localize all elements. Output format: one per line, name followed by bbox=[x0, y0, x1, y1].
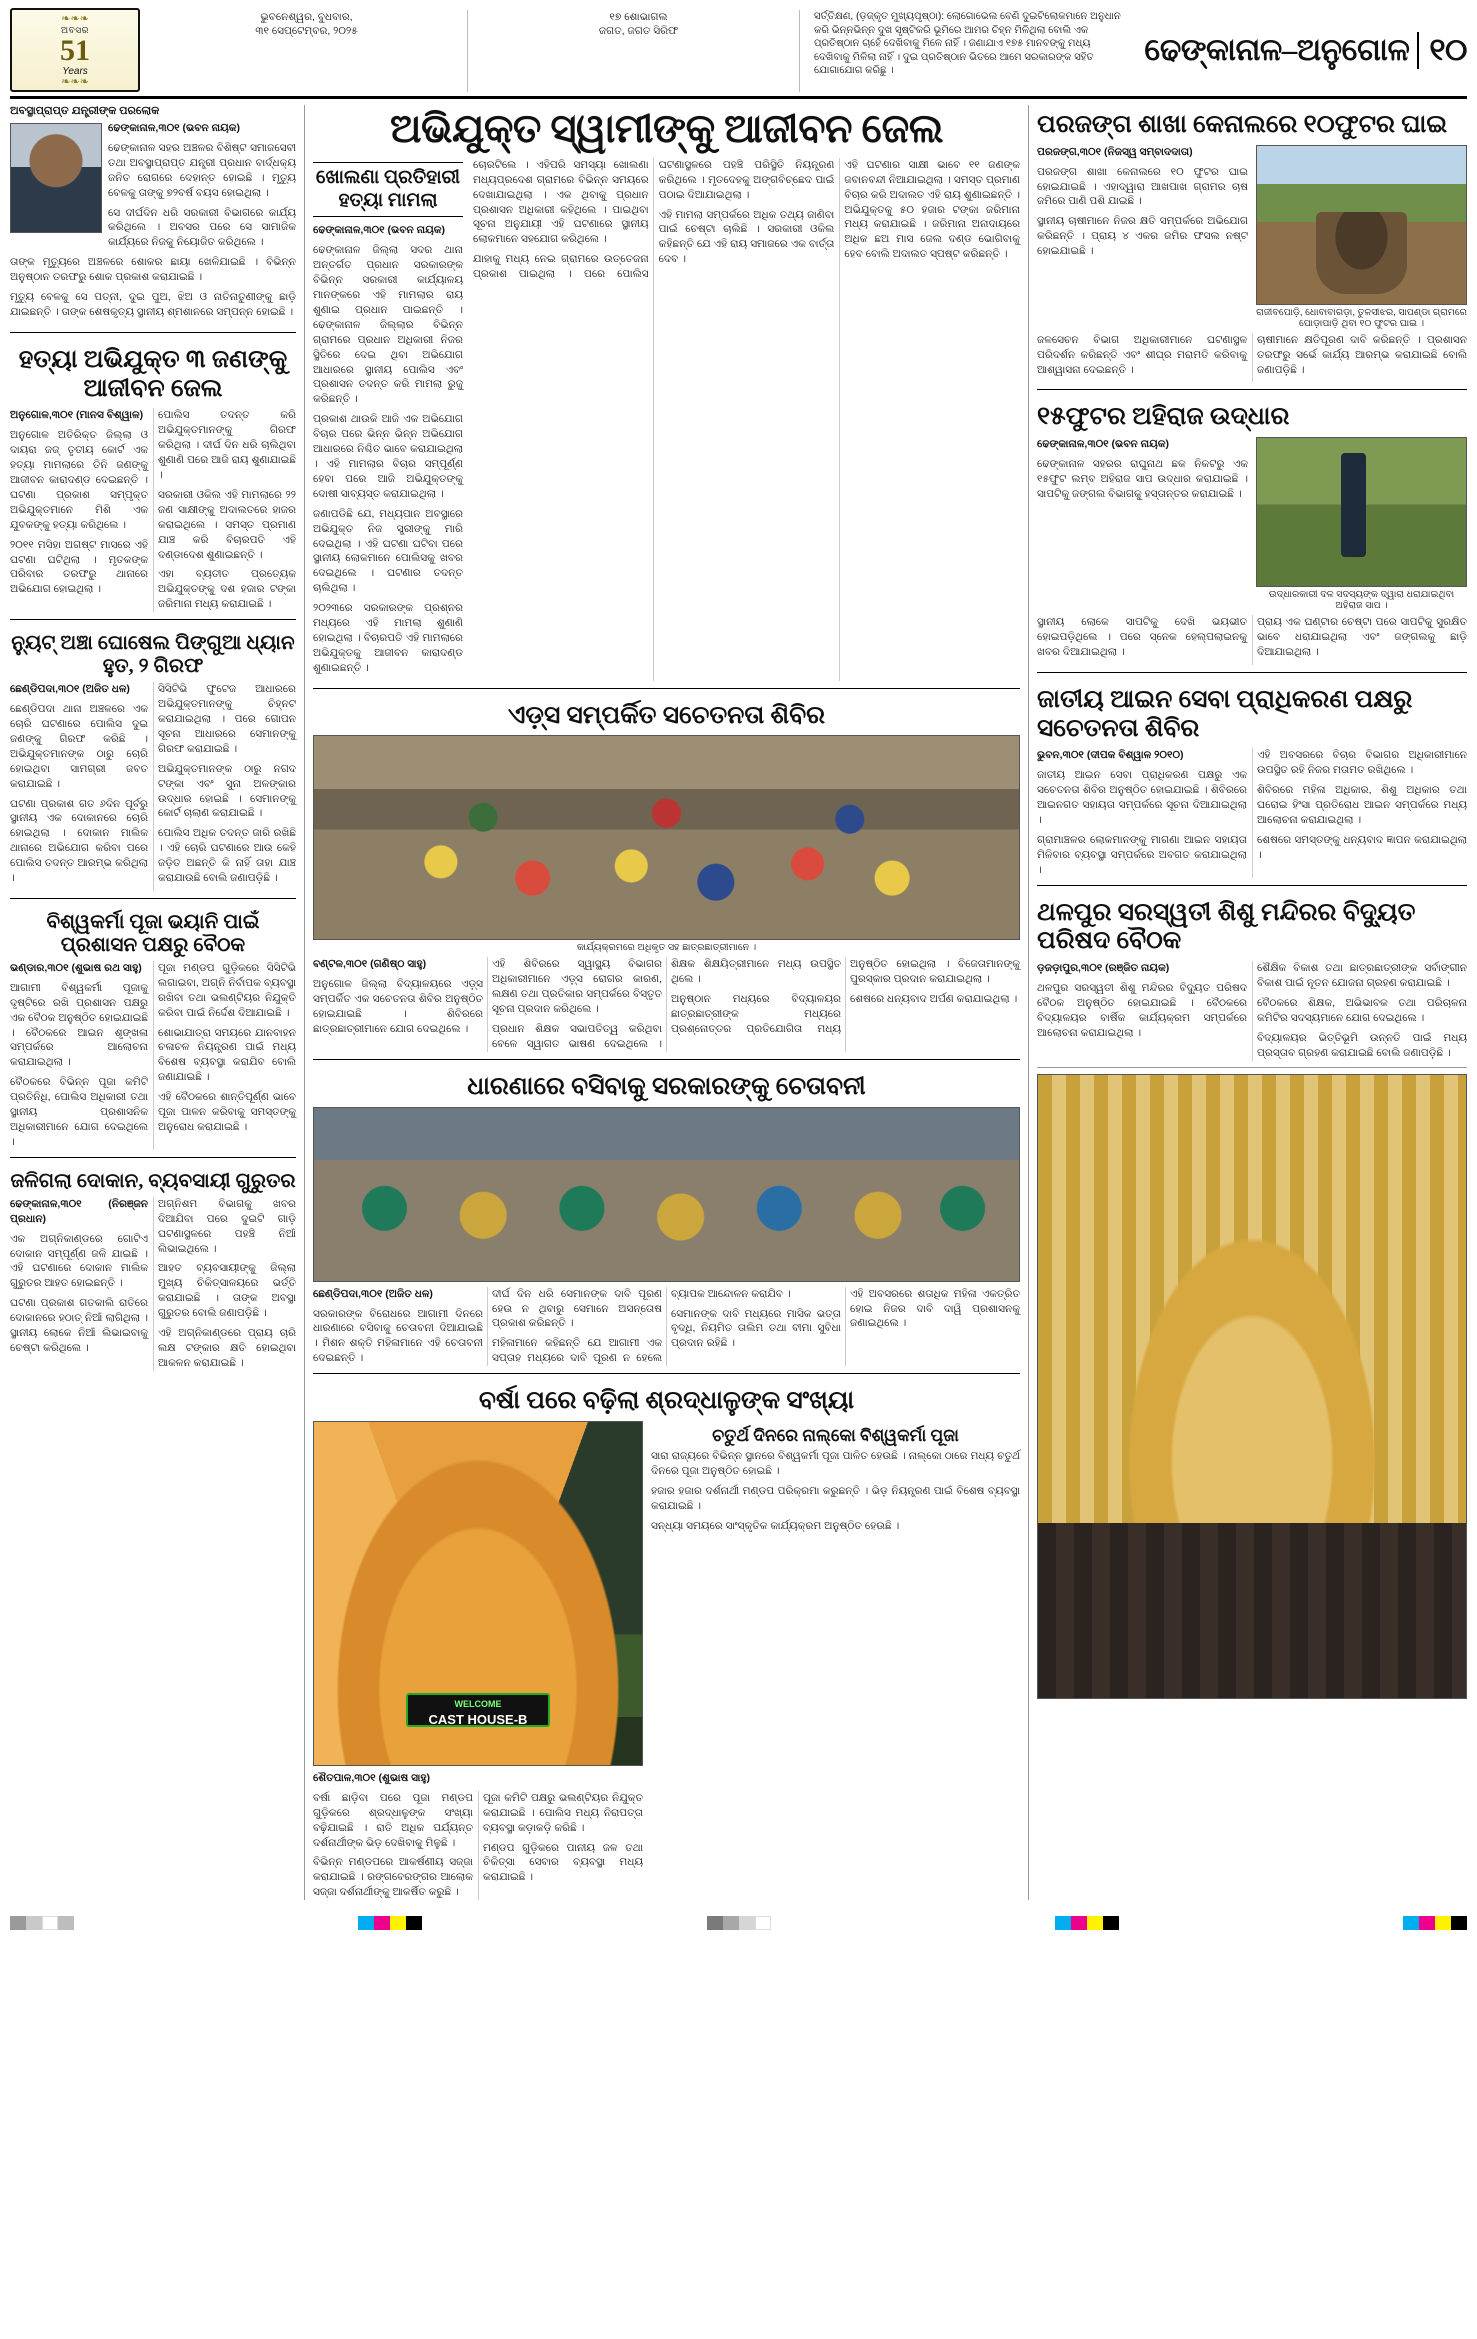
legal-aid-para-1: ଜାତୀୟ ଆଇନ ସେବା ପ୍ରାଧିକରଣ ପକ୍ଷରୁ ଏକ ସଚେତନତା ଶିବିର ଅନୁଷ୍ଠିତ ହୋଇଯାଇଛି । ଶିବିରରେ ଆଇନଗତ ସହାୟତା ସମ୍ପର୍କରେ ସୂଚନା ଦିଆଯାଇଥିଲା । bbox=[1037, 769, 1247, 827]
lead-para-4: ୨୦୨୩ରେ ସରକାରଙ୍କ ପ୍ରଶ୍ନର ମଧ୍ୟରେ ଏହି ମାମଲା ଶୁଣାଣି ହୋଇଥିଲା । ବିଚାରପତି ଏହି ମାମଲାରେ ଅଭିଯୁକ୍ତକୁ ଆଜୀବନ କାରାଦଣ୍ଡ ଶୁଣାଇଛନ୍ତି । bbox=[313, 602, 463, 674]
masthead-notice-text: ସର୍ତ୍ତିକ୍ଷଣ, (ଡ଼ଜ୍‌କୃତ ମୁଖ୍ୟପୃଷ୍ଠା): ଲୋଗୋଭେଲ ବେଣି ଦୁଇଟିଲୋକମାନେ ଅନୁଧାନ କରି ଭିନ୍ନଭିନ୍ନ ଦୁଖ ସୃଷ୍ଟିକରି ଭୂମିରେ ଆମର ଚିହ୍ନ ମିଳିଥିଲା ବୋଲି ଏକ ପ୍ରତିଷ୍ଠାନ ଚାହେଁ ଦେଖିବାକୁ ମିଳେ ନାହିଁ । ଜଣାଯାଏ ୧୭୫ ମାନବଙ୍କୁ ମଧ୍ୟ ଦେଖିବାକୁ ମିଳିଲା ନାହିଁ । ଦୁଇ ପ୍ରତିଷ୍ଠାନ ଭିତରେ ଆମେ ସରକାରଙ୍କ ସହିତ ଯୋଗାଯୋଗ କରିଛୁ । bbox=[814, 11, 1121, 76]
dharana-para-2: ଦୀର୍ଘ ଦିନ ଧରି ସେମାନଙ୍କ ଦାବି ପୂରଣ ହେଉ ନ ଥିବାରୁ ସେମାନେ ଅସନ୍ତୋଷ ପ୍ରକାଶ କରିଛନ୍ତି । bbox=[492, 1287, 662, 1330]
page-body bbox=[10, 105, 1467, 1900]
obituary-kicker: ଅବସ୍ଥାପ୍ରାପ୍ତ ଯନ୍ତ୍ରୀଙ୍କ ପରଲୋକ bbox=[10, 105, 160, 117]
swatch-black-2 bbox=[1103, 1916, 1119, 1930]
edition-line-3: ୧୭ ଶୋଭାଗଲ bbox=[609, 11, 668, 23]
peacock-pandal-photo bbox=[313, 1421, 643, 1766]
swatch-cyan-2 bbox=[1055, 1916, 1071, 1930]
shop-fire-para-1: ଏକ ଅଗ୍ନିକାଣ୍ଡରେ ଗୋଟିଏ ଦୋକାନ ସମ୍ପୂର୍ଣ୍ଣ ଜଳି ଯାଇଛି । ଏହି ଘଟଣାରେ ଦୋକାନ ମାଲିକ ଗୁରୁତର ଆହତ ହୋଇଛନ୍ତି । bbox=[10, 1232, 148, 1290]
snake-rescue-dateline: ଢେଙ୍କାନାଳ,୩୦୧ (ଭବନ ନାୟକ) bbox=[1037, 438, 1169, 451]
dharana-dateline: ଛେଣ୍ଡିପଦା,୩୦୧ (ଅଜିତ ଧଳ) bbox=[313, 1287, 433, 1300]
article-obituary bbox=[10, 105, 296, 325]
theft-arrest-para-2: ଘଟଣା ପ୍ରକାଶ ଗତ ୬ଦିନ ପୂର୍ବରୁ ସ୍ଥାନୀୟ ଏକ ଦୋକାନରେ ଚୋରି ହୋଇଥିଲା । ଦୋକାନ ମାଲିକ ଥାନାରେ ଅଭିଯୋଗ କରିବା ପରେ ପୋଲିସ ତଦନ୍ତ ଆରମ୍ଭ କରିଥିଲା । bbox=[10, 797, 148, 885]
dharana-para-5: ଏହି ଅବସରରେ ଶତାଧିକ ମହିଳା ଏକତ୍ରିତ ହୋଇ ନିଜର ଦାବି ଦାୱି ପ୍ରଶାସନକୁ ଜଣାଇଥିଲେ । bbox=[850, 1287, 1020, 1330]
swatch-cyan-1 bbox=[358, 1916, 374, 1930]
shop-fire-dateline: ଢେଙ୍କାନାଳ,୩୦୧ (ନିରଞ୍ଜନ ପ୍ରଧାନ) bbox=[10, 1197, 148, 1225]
parajanga-dateline: ପରଜଙ୍ଗ,୩୦୧ (ନିଜସ୍ୱ ସମ୍ବାଦଦାତା) bbox=[1037, 145, 1193, 158]
article-parajanga-canal bbox=[1037, 105, 1467, 382]
swatch-cyan-3 bbox=[1403, 1916, 1419, 1930]
aids-camp-para-3: ପ୍ରଧାନ ଶିକ୍ଷକ ସଭାପତିତ୍ୱ କରିଥିବା ବେଳେ ସ୍ୱାଗତ ଭାଷଣ ଦେଇଥିଲେ । ଶିକ୍ଷକ ଶିକ୍ଷୟିତ୍ରୀମାନେ ମଧ୍ୟ ଉପସ୍ଥିତ ଥିଲେ । bbox=[492, 958, 841, 1050]
lead-para-1: ଢେଙ୍କାନାଳ ଜିଲ୍ଲା ସଦର ଥାନା ଅନ୍ତର୍ଗତ ପ୍ରଧାନ ସରକାରଙ୍କ ବିଭିନ୍ନ ସରକାରୀ କାର୍ଯ୍ୟାଳୟ ମାନଙ୍କରେ ଏହି ମାମଲାର ରାୟ ଶୁଣାଇ ପ୍ରଧାନ ପାଇଛନ୍ତି । ଢେଙ୍କାନାଳ ଜିଲ୍ଲାର ବିଭିନ୍ନ ଗ୍ରାମରେ ପ୍ରଧାନ ଅଧିକାରୀ ନିଜର ସ୍ଥିତିରେ ଦେଇ ଥିବା ଅଭିଯୋଗ ଆଧାରରେ ସ୍ଥାନୀୟ ପୋଲିସ ଏବଂ ପ୍ରଶାସନ ତଦନ୍ତ କରି ମାମଲା ରୁଜୁ କରିଛନ୍ତି । bbox=[313, 244, 463, 406]
legal-aid-para-4: ଶିବିରରେ ମହିଳା ଅଧିକାର, ଶିଶୁ ଅଧିକାର ତଥା ଘରୋଇ ହିଂସା ପ୍ରତିରୋଧ ଆଇନ ସମ୍ପର୍କରେ ମଧ୍ୟ ଆଲୋଚନା କରାଯାଇଥିଲା । bbox=[1257, 784, 1467, 827]
swatch-magenta-3 bbox=[1419, 1916, 1435, 1930]
hatya-three-para-4: ସରକାରୀ ଓକିଲ ଏହି ମାମଲାରେ ୨୨ ଜଣ ସାକ୍ଷୀଙ୍କୁ ଅଦାଲତରେ ହାଜର କରାଇଥିଲେ । ସମସ୍ତ ପ୍ରମାଣ ଯାଞ୍ଚ କରି ବିଚାରପତି ଏହି ଦଣ୍ଡାଦେଶ ଶୁଣାଇଛନ୍ତି । bbox=[158, 488, 296, 561]
parajanga-canal-photo bbox=[1256, 145, 1467, 305]
section-title-text: ଢେଙ୍କାନାଳ–ଅନୁଗୋଳ bbox=[1144, 31, 1410, 67]
swatch-yellow-1 bbox=[390, 1916, 406, 1930]
swatch-group-cmyk-2 bbox=[1055, 1916, 1119, 1930]
obituary-para-2: ସେ ଦୀର୍ଘଦିନ ଧରି ସରକାରୀ ବିଭାଗରେ କାର୍ଯ୍ୟ କରିଥିଲେ । ଅବସର ପରେ ସେ ସାମାଜିକ କାର୍ଯ୍ୟରେ ନିଜକୁ ନିୟୋଜିତ କରିଥିଲେ । bbox=[108, 206, 296, 249]
barsa-pare-para-4: ମଣ୍ଡପ ଗୁଡ଼ିକରେ ପାନୀୟ ଜଳ ତଥା ଚିକିତ୍ସା ସେବାର ବ୍ୟବସ୍ଥା ମଧ୍ୟ କରାଯାଇଛି । bbox=[483, 1841, 643, 1884]
barsa-pare-para-3: ପୂଜା କମିଟି ପକ୍ଷରୁ ଭଲଣ୍ଟିୟର ନିଯୁକ୍ତ କରାଯାଇଛି । ପୋଲିସ ମଧ୍ୟ ନିରାପତ୍ତା ବ୍ୟବସ୍ଥା କଡ଼ାକଡ଼ି କରିଛି । bbox=[483, 1791, 643, 1834]
edition-line-4: ଜଗତ, ଜଗତ ସିରିଫ bbox=[598, 25, 679, 38]
swatch-group-cmyk-1 bbox=[358, 1916, 422, 1930]
anniversary-logo bbox=[10, 8, 140, 92]
article-lead bbox=[313, 105, 1020, 681]
logo-top-label: ଅବସର bbox=[61, 25, 89, 35]
obituary-portrait-photo bbox=[10, 123, 102, 233]
edition-line-1: ଭୁବନେଶ୍ୱର, ବୁଧବାର, bbox=[260, 11, 353, 23]
theft-arrest-dateline: ଛେଣ୍ଡିପଦା,୩୦୧ (ଅଜିତ ଧଳ) bbox=[10, 683, 130, 696]
swatch-magenta-1 bbox=[374, 1916, 390, 1930]
column-right bbox=[1037, 105, 1467, 1900]
column-middle bbox=[313, 105, 1020, 1900]
shop-fire-para-3: ଅଗ୍ନିଶମ ବିଭାଗକୁ ଖବର ଦିଆଯିବା ପରେ ଦୁଇଟି ଗାଡ଼ି ଘଟଣାସ୍ଥଳରେ ପହଞ୍ଚି ନିଆଁ ଲିଭାଇଥିଲେ । bbox=[158, 1197, 296, 1255]
biswakarma-meeting-para-5: ଏହି ବୈଠକରେ ଶାନ୍ତିପୂର୍ଣ୍ଣ ଭାବେ ପୂଜା ପାଳନ କରିବାକୁ ସମସ୍ତଙ୍କୁ ଅନୁରୋଧ କରାଯାଇଛି । bbox=[158, 1091, 296, 1133]
shop-fire-para-5: ଏହି ଅଗ୍ନିକାଣ୍ଡରେ ପ୍ରାୟ ଚାରି ଲକ୍ଷ ଟଙ୍କାର କ୍ଷତି ହୋଇଥିବା ଆକଳନ କରାଯାଇଛି । bbox=[158, 1327, 296, 1369]
column-divider-2 bbox=[1028, 105, 1029, 1900]
swatch-gray-1 bbox=[10, 1916, 26, 1930]
snake-rescue-para-1: ଢେଙ୍କାନାଳ ସହରର ରାଘୁନାଥ ଛକ ନିକଟରୁ ଏକ ୧୫ଫୁଟ ଲମ୍ବ ଅହିରାଜ ସାପ ଉଦ୍ଧାର କରାଯାଇଛି । ସାପଟିକୁ ଜଙ୍ଗଲ ବିଭାଗକୁ ହସ୍ତାନ୍ତର କରାଯାଇଛି । bbox=[1037, 458, 1248, 500]
legal-aid-dateline: ଭୁବନ,୩୦୧ (ଦୀପକ ବିଶ୍ୱାଳ ୨୦୧୦) bbox=[1037, 749, 1184, 762]
nalco-puja-para-1: ସାରା ରାଜ୍ୟରେ ବିଭିନ୍ନ ସ୍ଥାନରେ ବିଶ୍ୱକର୍ମା ପୂଜା ପାଳିତ ହେଉଛି । ନାଲ୍‌କୋ ଠାରେ ମଧ୍ୟ ଚତୁର୍ଥ ଦିନରେ ପୂଜା ଅନୁଷ୍ଠିତ ହୋଇଛି । bbox=[651, 1450, 1020, 1478]
lead-para-3: ଜଣାପଡିଛି ଯେ, ମଧ୍ୟପାନ ଅବସ୍ଥାରେ ଅଭିଯୁକ୍ତ ନିଜ ସ୍ତ୍ରୀଙ୍କୁ ମାରି ଦେଇଥିଲା । ଏହି ଘଟଣା ଘଟିବା ପରେ ସ୍ଥାନୀୟ ଲୋକମାନେ ପୋଲିସକୁ ଖବର ଦେଇଥିଲେ । ଘଟଣାର ତଦନ୍ତ ଚାଲିଥିଲା । bbox=[313, 507, 463, 595]
snake-rescue-para-3: ପ୍ରାୟ ଏକ ଘଣ୍ଟାର ଚେଷ୍ଟା ପରେ ସାପଟିକୁ ସୁରକ୍ଷିତ ଭାବେ ଧରାଯାଇଥିଲା ଏବଂ ଜଙ୍ଗଲକୁ ଛାଡ଼ି ଦିଆଯାଇଥିଲା । bbox=[1257, 616, 1467, 659]
snake-rescue-photo bbox=[1256, 437, 1467, 587]
saraswati-para-2: ଶୈକ୍ଷିକ ବିକାଶ ତଥା ଛାତ୍ରଛାତ୍ରୀଙ୍କ ସର୍ବାଙ୍ଗୀନ ବିକାଶ ପାଇଁ ନୂତନ ଯୋଜନା ଗ୍ରହଣ କରାଯାଇଛି । bbox=[1257, 962, 1467, 990]
swatch-gray-2 bbox=[26, 1916, 42, 1930]
aids-camp-para-4: ଅନୁଷ୍ଠାନ ମଧ୍ୟରେ ବିଦ୍ୟାଳୟର ଛାତ୍ରଛାତ୍ରୀଙ୍କ ମଧ୍ୟରେ ପ୍ରଶ୍ନୋତ୍ତର ପ୍ରତିଯୋଗିତା ମଧ୍ୟ ଅନୁଷ୍ଠିତ ହୋଇଥିଲା । ବିଜେତାମାନଙ୍କୁ ପୁରସ୍କାର ପ୍ରଦାନ କରାଯାଇଥିଲା । bbox=[671, 958, 1020, 1036]
edition-place-date bbox=[146, 10, 468, 92]
column-left bbox=[10, 105, 296, 1900]
swatch-white-1 bbox=[42, 1916, 58, 1930]
obituary-para-1: ଢେଙ୍କାନାଳ ସହର ଅଞ୍ଚଳର ବିଶିଷ୍ଟ ସମାଜସେବୀ ତଥା ଅବସ୍ଥାପ୍ରାପ୍ତ ଯନ୍ତ୍ରୀ ପ୍ରଧାନ ବାର୍ଦ୍ଧକ୍ୟ ଜନିତ ରୋଗରେ ଦେହାନ୍ତ ହୋଇଛି । ମୃତ୍ୟୁ ବେଳକୁ ତାଙ୍କୁ ୭୨ବର୍ଷ ବୟସ ହୋଇଥିଲା । bbox=[108, 141, 296, 199]
obituary-para-4: ମୃତ୍ୟୁ ବେଳକୁ ସେ ପତ୍ନୀ, ଦୁଇ ପୁଅ, ଝିଅ ଓ ନାତିନାତୁଣୀଙ୍କୁ ଛାଡ଼ି ଯାଇଛନ୍ତି । ତାଙ୍କ ଶେଷକୃତ୍ୟ ସ୍ଥାନୀୟ ଶ୍ମଶାନରେ ସମ୍ପନ୍ନ ହୋଇଛି । bbox=[10, 291, 296, 318]
edition-extra bbox=[478, 10, 800, 92]
swatch-group-left bbox=[10, 1916, 74, 1930]
swatch-gray-5 bbox=[723, 1916, 739, 1930]
theft-arrest-para-1: ଛେଣ୍ଡିପଦା ଥାନା ଅଞ୍ଚଳରେ ଏକ ଚୋରି ଘଟଣାରେ ପୋଲିସ ଦୁଇ ଜଣଙ୍କୁ ଗିରଫ କରିଛି । ଅଭିଯୁକ୍ତମାନଙ୍କ ଠାରୁ ଚୋରି ହୋଇଥିବା ସାମଗ୍ରୀ ଜବତ କରାଯାଇଛି । bbox=[10, 703, 148, 790]
lead-para-7: ଏହି ମାମଲା ସମ୍ପର୍କରେ ଅଧିକ ତଥ୍ୟ ଜାଣିବା ପାଇଁ ଚେଷ୍ଟା ଚାଲିଛି । ସରକାରୀ ଓକିଲ କହିଛନ୍ତି ଯେ ଏହି ରାୟ ସମାଜରେ ଏକ ବାର୍ତ୍ତା ଦେବ । bbox=[658, 208, 835, 266]
dharana-photo bbox=[313, 1107, 1020, 1282]
saraswati-dateline: ଡ଼ଜଡ଼ାପୁର,୩୦୧ (ରଞ୍ଜିତ ନାୟକ) bbox=[1037, 962, 1170, 975]
legal-aid-headline: ଜାତୀୟ ଆଇନ ସେବା ପ୍ରାଧିକରଣ ପକ୍ଷରୁ ସଚେତନତା ଶିବିର bbox=[1037, 685, 1413, 742]
logo-years-label: Years bbox=[62, 66, 88, 77]
barsa-pare-para-1: ବର୍ଷା ଛାଡ଼ିବା ପରେ ପୂଜା ମଣ୍ଡପ ଗୁଡ଼ିକରେ ଶ୍ରଦ୍ଧାଳୁଙ୍କ ସଂଖ୍ୟା ବଢ଼ିଯାଇଛି । ରାତି ଅଧିକ ପର୍ଯ୍ୟନ୍ତ ଦର୍ଶନାର୍ଥୀଙ୍କ ଭିଡ଼ ଦେଖିବାକୁ ମିଳୁଛି । bbox=[313, 1791, 473, 1849]
article-theft-arrest bbox=[10, 627, 296, 891]
barsa-pare-para-2: ବିଭିନ୍ନ ମଣ୍ଡପରେ ଆକର୍ଷଣୀୟ ସଜ୍ଜା କରାଯାଇଛି । ରଙ୍ଗବେରଙ୍ଗର ଆଲୋକ ସଜ୍ଜା ଦର୍ଶନାର୍ଥୀଙ୍କୁ ଆକର୍ଷିତ କରୁଛି । bbox=[313, 1856, 473, 1899]
lead-headline: ଅଭିଯୁକ୍ତ ସ୍ୱାମୀଙ୍କୁ ଆଜୀବନ ଜେଲ bbox=[389, 106, 944, 151]
swatch-yellow-3 bbox=[1435, 1916, 1451, 1930]
hatya-three-dateline: ଅନୁଗୋଳ,୩୦୧ (ମାନସ ବିଶ୍ୱାଳ) bbox=[10, 409, 144, 422]
parajanga-para-3: ଜଳସେଚନ ବିଭାଗ ଅଧିକାରୀମାନେ ଘଟଣାସ୍ଥଳ ପରିଦର୍ଶନ କରିଛନ୍ତି ଏବଂ ଶୀଘ୍ର ମରାମତି କରିବାକୁ ଆଶ୍ୱାସନା ଦେଇଛନ୍ତି । bbox=[1037, 333, 1247, 376]
shop-fire-para-4: ଆହତ ବ୍ୟବସାୟୀଙ୍କୁ ଜିଲ୍ଲା ମୁଖ୍ୟ ଚିକିତ୍ସାଳୟରେ ଭର୍ତ୍ତି କରାଯାଇଛି । ତାଙ୍କ ଅବସ୍ଥା ଗୁରୁତର ବୋଲି ଜଣାପଡ଼ିଛି । bbox=[158, 1262, 296, 1320]
saraswati-para-1: ଥଳପୁର ସରସ୍ୱତୀ ଶିଶୁ ମନ୍ଦିରର ବିଦ୍ୟୁତ ପରିଷଦ ବୈଠକ ଅନୁଷ୍ଠିତ ହୋଇଯାଇଛି । ବୈଠକରେ ବିଦ୍ୟାଳୟର ବାର୍ଷିକ କାର୍ଯ୍ୟକ୍ରମ ସମ୍ପର୍କରେ ଆଲୋଚନା କରାଯାଇଥିଲା । bbox=[1037, 982, 1247, 1039]
nalco-pandal-photo bbox=[1037, 1074, 1467, 1699]
hatya-three-para-3: ପୋଲିସ ତଦନ୍ତ କରି ଅଭିଯୁକ୍ତମାନଙ୍କୁ ଗିରଫ କରିଥିଲା । ଦୀର୍ଘ ଦିନ ଧରି ଚାଲିଥିବା ଶୁଣାଣି ପରେ ଆଜି ରାୟ ଶୁଣାଯାଇଛି । bbox=[158, 409, 296, 481]
obituary-dateline: ଢେଙ୍କାନାଳ,୩୦୧ (ଭବନ ନାୟକ) bbox=[108, 122, 240, 134]
pandal-plaque-title: CAST HOUSE-B bbox=[428, 1711, 528, 1727]
biswakarma-meeting-dateline: ଭଣ୍ଡାର,୩୦୧ (ଶୁଭାଷ ରଥ ସାହୁ) bbox=[10, 961, 142, 974]
aids-camp-caption: କାର୍ଯ୍ୟକ୍ରମରେ ଅଧିକୃତ ସହ ଛାତ୍ରଛାତ୍ରୀମାନେ । bbox=[576, 942, 757, 954]
theft-arrest-para-3: ସିସିଟିଭି ଫୁଟେଜ ଆଧାରରେ ଅଭିଯୁକ୍ତମାନଙ୍କୁ ଚିହ୍ନଟ କରାଯାଇଥିଲା । ପରେ ଗୋପନ ସୂଚନା ଆଧାରରେ ସେମାନଙ୍କୁ ଗିରଫ କରାଯାଇଛି । bbox=[158, 683, 296, 755]
legal-aid-para-3: ଏହି ଅବସରରେ ବିଚାର ବିଭାଗର ଅଧିକାରୀମାନେ ଉପସ୍ଥିତ ରହି ନିଜର ମତାମତ ରଖିଥିଲେ । bbox=[1257, 749, 1467, 777]
swatch-gray-6 bbox=[739, 1916, 755, 1930]
swatch-group-mid bbox=[707, 1916, 771, 1930]
snake-rescue-headline: ୧୫ଫୁଟର ଅହିରାଜ ଉଦ୍ଧାର bbox=[1037, 403, 1290, 431]
hatya-three-headline: ହତ୍ୟା ଅଭିଯୁକ୍ତ ୩ ଜଣଙ୍କୁ ଆଜୀବନ ଜେଲ bbox=[18, 345, 288, 402]
lead-dateline: ଢେଙ୍କାନାଳ,୩୦୧ (ଭବନ ନାୟକ) bbox=[313, 224, 445, 237]
legal-aid-para-2: ଗ୍ରାମାଞ୍ଚଳର ଲୋକମାନଙ୍କୁ ମାଗଣା ଆଇନ ସହାୟତା ମିଳିବାର ବ୍ୟବସ୍ଥା ସମ୍ପର୍କରେ ଅବଗତ କରାଯାଇଥିଲା । bbox=[1037, 833, 1247, 876]
aids-camp-photo bbox=[313, 735, 1020, 940]
lead-para-6: ଯାହାକୁ ମଧ୍ୟ ନେଇ ଗ୍ରାମରେ ଉତ୍ତେଜନା ପ୍ରକାଶ ପାଇଥିଲା । ପରେ ପୋଲିସ ଘଟଣାସ୍ଥଳରେ ପହଞ୍ଚି ପରିସ୍ଥିତି ନିୟନ୍ତ୍ରଣ କରିଥିଲେ । ମୃତଦେହକୁ ଅଙ୍ଗବିଚ୍ଛେଦ ପାଇଁ ପଠାଇ ଦିଆଯାଇଥିଲା । bbox=[473, 158, 835, 281]
lead-para-2: ପ୍ରକାଶ ଥାଉକି ଆଜି ଏକ ଅଭିଯୋଗ ବିଚାର ପରେ ଭିନ୍ନ ଭିନ୍ନ ଅଭିଯୋଗ ଆଧାରରେ ନିଶ୍ଚିତ ଭାବେ କରାଯାଇଥିଲା । ଏହି ମାମଲାର ବିଚାର ସମ୍ପୂର୍ଣ୍ଣ ହେବା ପରେ ଆଜି ଅଭିଯୁକ୍ତଙ୍କୁ ଦୋଷୀ ସାବ୍ୟସ୍ତ କରାଯାଇଥିଲା । bbox=[313, 413, 463, 500]
barsa-pare-headline: ବର୍ଷା ପରେ ବଢ଼ିଲା ଶ୍ରଦ୍ଧାଳୁଙ୍କ ସଂଖ୍ୟା bbox=[478, 1387, 855, 1415]
shop-fire-para-2: ଘଟଣା ପ୍ରକାଶ ଗତକାଲି ରାତିରେ ଦୋକାନରେ ହଠାତ୍‌ ନିଆଁ ଲାଗିଥିଲା । ସ୍ଥାନୀୟ ଲୋକେ ନିଆଁ ଲିଭାଇବାକୁ ଚେଷ୍ଟା କରିଥିଲେ । bbox=[10, 1297, 148, 1354]
masthead-notice bbox=[810, 10, 1131, 92]
nalco-puja-headline: ଚତୁର୍ଥ ଦିନରେ ନାଲ୍‌କୋ ବିଶ୍ୱକର୍ମା ପୂଜା bbox=[712, 1425, 959, 1445]
article-hatya-three bbox=[10, 340, 296, 612]
parajanga-para-1: ପରଜଙ୍ଗ ଶାଖା କେନାଲରେ ୧୦ ଫୁଟର ଘାଇ ହୋଇଯାଇଛି । ଏହାଦ୍ୱାରା ଆଖପାଖ ଗ୍ରାମର ଚାଷ ଜମିରେ ପାଣି ପଶି ଯାଇଛି । bbox=[1037, 165, 1248, 208]
article-saraswati-meeting bbox=[1037, 893, 1467, 1061]
biswakarma-meeting-headline: ବିଶ୍ୱକର୍ମା ପୂଜା ଭୟାନି ପାଇଁ ପ୍ରଶାସନ ପକ୍ଷରୁ ବୈଠକ bbox=[46, 910, 260, 956]
biswakarma-meeting-para-1: ଆଗାମୀ ବିଶ୍ୱକର୍ମା ପୂଜାକୁ ଦୃଷ୍ଟିରେ ରଖି ପ୍ରଶାସନ ପକ୍ଷରୁ ଏକ ବୈଠକ ଅନୁଷ୍ଠିତ ହୋଇଯାଇଛି । ବୈଠକରେ ଆଇନ ଶୃଙ୍ଖଳା ସମ୍ପର୍କରେ ଆଲୋଚନା କରାଯାଇଥିଲା । bbox=[10, 981, 148, 1069]
article-snake-rescue bbox=[1037, 397, 1467, 664]
article-barsa-pare bbox=[313, 1381, 1020, 1900]
newspaper-section-title bbox=[1137, 8, 1467, 92]
barsa-pare-dateline: ଶୈତପାଳ,୩୦୧ (ଶୁଭାଷ ସାହୁ) bbox=[313, 1771, 431, 1784]
dharana-headline: ଧାରଣାରେ ବସିବାକୁ ସରକାରଙ୍କୁ ଚେତାବନୀ bbox=[467, 1072, 866, 1100]
swatch-black-3 bbox=[1451, 1916, 1467, 1930]
parajanga-headline: ପରଜଙ୍ଗ ଶାଖା କେନାଲରେ ୧୦ଫୁଟର ଘାଇ bbox=[1037, 111, 1448, 138]
theft-arrest-para-4: ଅଭିଯୁକ୍ତମାନଙ୍କ ଠାରୁ ନଗଦ ଟଙ୍କା ଏବଂ ସୁନା ଅଳଙ୍କାର ଉଦ୍ଧାର ହୋଇଛି । ସେମାନଙ୍କୁ କୋର୍ଟ ଚାଲାଣ କରାଯାଇଛି । bbox=[158, 762, 296, 820]
article-aids-camp bbox=[313, 696, 1020, 1052]
shop-fire-headline: ଜଳିଗଲା ଦୋକାନ, ବ୍ୟବସାୟୀ ଗୁରୁତର bbox=[10, 1169, 296, 1192]
lead-para-8: ଏହି ଘଟଣାର ସାକ୍ଷୀ ଭାବେ ୧୧ ଜଣଙ୍କ ଜବାନବନ୍ଦୀ ନିଆଯାଇଥିଲା । ସମସ୍ତ ପ୍ରମାଣ ବିଚାର କରି ଅଦାଲତ ଏହି ରାୟ ଶୁଣାଇଛନ୍ତି । ଅଭିଯୁକ୍ତକୁ ୫୦ ହଜାର ଟଙ୍କା ଜରିମାନା ମଧ୍ୟ କରାଯାଇଛି । ଜରିମାନା ଅନାଦାୟରେ ଅଧିକ ଛଅ ମାସ ଜେଲ ଦଣ୍ଡ ଭୋଗିବାକୁ ହେବ ବୋଲି ଅଦାଲତ ସ୍ପଷ୍ଟ କରିଛନ୍ତି । bbox=[844, 158, 1020, 261]
biswakarma-meeting-para-2: ବୈଠକରେ ବିଭିନ୍ନ ପୂଜା କମିଟି ପ୍ରତିନିଧି, ପୋଲିସ ଅଧିକାରୀ ତଥା ସ୍ଥାନୀୟ ପ୍ରଶାସନିକ ଅଧିକାରୀମାନେ ଯୋଗ ଦେଇଥିଲେ । bbox=[10, 1076, 148, 1148]
article-biswakarma-meeting bbox=[10, 906, 296, 1150]
article-dharana bbox=[313, 1067, 1020, 1366]
swatch-yellow-2 bbox=[1087, 1916, 1103, 1930]
masthead bbox=[10, 8, 1467, 99]
theft-arrest-para-5: ପୋଲିସ ଅଧିକ ତଦନ୍ତ ଜାରି ରଖିଛି । ଏହି ଚୋରି ଘଟଣାରେ ଆଉ କେହି ଜଡ଼ିତ ଅଛନ୍ତି କି ନାହିଁ ତାହା ଯାଞ୍ଚ କରାଯାଉଛି ବୋଲି ଜଣାପଡ଼ିଛି । bbox=[158, 827, 296, 885]
parajanga-para-4: ଚାଷୀମାନେ କ୍ଷତିପୂରଣ ଦାବି କରିଛନ୍ତି । ପ୍ରଶାସନ ତରଫରୁ ସର୍ଭେ କାର୍ଯ୍ୟ ଆରମ୍ଭ କରାଯାଇଛି ବୋଲି ଜଣାପଡ଼ିଛି । bbox=[1257, 333, 1467, 376]
saraswati-headline: ଥଳପୁର ସରସ୍ୱତୀ ଶିଶୁ ମନ୍ଦିରର ବିଦ୍ୟୁତ ପରିଷଦ ବୈଠକ bbox=[1037, 898, 1416, 955]
wreath-icon: ❧❧❧ bbox=[61, 13, 89, 25]
nalco-puja-para-3: ସନ୍ଧ୍ୟା ସମୟରେ ସାଂସ୍କୃତିକ କାର୍ଯ୍ୟକ୍ରମ ଅନୁଷ୍ଠିତ ହେଉଛି । bbox=[651, 1520, 900, 1533]
swatch-gray-4 bbox=[707, 1916, 723, 1930]
edition-line-2: ୩୧ ସେପ୍ଟେମ୍ବର, ୨୦୨୫ bbox=[255, 25, 358, 38]
snake-rescue-para-2: ସ୍ଥାନୀୟ ଲୋକେ ସାପଟିକୁ ଦେଖି ଭୟଭୀତ ହୋଇପଡ଼ିଥିଲେ । ପରେ ସ୍ନେକ ହେଲ୍ପଲାଇନକୁ ଖବର ଦିଆଯାଇଥିଲା । bbox=[1037, 616, 1247, 659]
aids-camp-headline: ଏଡ଼୍‌ସ ସମ୍ପର୍କିତ ସଚେତନତା ଶିବିର bbox=[507, 701, 826, 729]
aids-camp-para-2: ଏହି ଶିବିରରେ ସ୍ୱାସ୍ଥ୍ୟ ବିଭାଗର ଅଧିକାରୀମାନେ ଏଡ଼୍‌ସ ରୋଗର କାରଣ, ଲକ୍ଷଣ ତଥା ପ୍ରତିକାର ସମ୍ପର୍କରେ ବିସ୍ତୃତ ସୂଚନା ପ୍ରଦାନ କରିଥିଲେ । bbox=[492, 958, 662, 1016]
color-registration-bar bbox=[10, 1910, 1467, 1940]
lead-subhead: ଖୋଲଣା ପ୍ରତିହାରୀ ହତ୍ୟା ମାମଲା bbox=[313, 162, 463, 218]
swatch-black-1 bbox=[406, 1916, 422, 1930]
snake-rescue-caption: ଉଦ୍ଧାରକାରୀ ଦଳ ସଦସ୍ୟଙ୍କ ଦ୍ୱାରା ଧରାଯାଇଥିବା ଅହିରାଜ ସାପ । bbox=[1268, 589, 1455, 612]
aids-camp-dateline: ବଣ୍ଟଳ,୩୦୧ (ଗଣିଷ୍ଠ ସାହୁ) bbox=[313, 958, 427, 971]
dharana-para-1: ସରକାରଙ୍କ ବିରୋଧରେ ଆଗାମୀ ଦିନରେ ଧାରଣାରେ ବସିବାକୁ ଚେତାବନୀ ଦିଆଯାଇଛି । ମିଶନ ଶକ୍ତି ମହିଳାମାନେ ଏହି ଚେତାବନୀ ଦେଇଛନ୍ତି । bbox=[313, 1307, 483, 1365]
column-divider-1 bbox=[304, 105, 305, 1900]
logo-number: 51 bbox=[60, 34, 90, 67]
article-legal-aid bbox=[1037, 680, 1467, 878]
swatch-white-2 bbox=[755, 1916, 771, 1930]
dharana-para-3: ମହିଳାମାନେ କହିଛନ୍ତି ଯେ ଆଗାମୀ ଏକ ସପ୍ତାହ ମଧ୍ୟରେ ଦାବି ପୂରଣ ନ ହେଲେ ବ୍ୟାପକ ଆନ୍ଦୋଳନ କରାଯିବ । bbox=[492, 1287, 791, 1365]
hatya-three-para-2: ୨୦୧୧ ମସିହା ଅଗଷ୍ଟ ମାସରେ ଏହି ଘଟଣା ଘଟିଥିଲା । ମୃତକଙ୍କ ପରିବାର ତରଫରୁ ଥାନାରେ ଅଭିଯୋଗ ହୋଇଥିଲା । bbox=[10, 538, 148, 596]
theft-arrest-headline: ନ୍ୟୁଟ୍ ଅଞ୍ଚା ଘୋଷେଲ ପିଙ୍ଗୁଆ ଧ୍ୟାନ ହୁତ, ୨ ଗିରଫ bbox=[11, 632, 295, 678]
biswakarma-meeting-para-3: ପୂଜା ମଣ୍ଡପ ଗୁଡ଼ିକରେ ସିସିଟିଭି ଲଗାଇବା, ଅଗ୍ନି ନିର୍ବାପକ ବ୍ୟବସ୍ଥା ରଖିବା ତଥା ଭଲଣ୍ଟିୟର ନିଯୁକ୍ତି କରିବା ପାଇଁ ନିର୍ଦ୍ଦେଶ ଦିଆଯାଇଛି । bbox=[158, 961, 296, 1019]
swatch-group-right bbox=[1403, 1916, 1467, 1930]
saraswati-para-4: ବିଦ୍ୟାଳୟର ଭିତ୍ତିଭୂମି ଉନ୍ନତି ପାଇଁ ମଧ୍ୟ ପ୍ରସ୍ତାବ ଗ୍ରହଣ କରାଯାଇଛି ବୋଲି ଜଣାପଡ଼ିଛି । bbox=[1257, 1031, 1467, 1059]
page-number: ୧୦ bbox=[1417, 32, 1467, 69]
parajanga-para-2: ସ୍ଥାନୀୟ ଚାଷୀମାନେ ନିଜର କ୍ଷତି ସମ୍ପର୍କରେ ଅଭିଯୋଗ କରିଛନ୍ତି । ପ୍ରାୟ ୪ ଏକର ଜମିର ଫସଲ ନଷ୍ଟ ହୋଇଯାଇଛି । bbox=[1037, 215, 1248, 258]
article-shop-fire bbox=[10, 1165, 296, 1371]
nalco-puja-para-2: ହଜାର ହଜାର ଦର୍ଶନାର୍ଥୀ ମଣ୍ଡପ ପରିକ୍ରମା କରୁଛନ୍ତି । ଭିଡ଼ ନିୟନ୍ତ୍ରଣ ପାଇଁ ବିଶେଷ ବ୍ୟବସ୍ଥା କରାଯାଇଛି । bbox=[651, 1485, 1020, 1513]
hatya-three-para-1: ଅନୁଗୋଳ ଅତିରିକ୍ତ ଜିଲ୍ଲା ଓ ଦାୟରା ଜଜ୍‌ ତୃତୀୟ କୋର୍ଟ ଏକ ହତ୍ୟା ମାମଲାରେ ତିନି ଜଣଙ୍କୁ ଆଜୀବନ କାରାଦଣ୍ଡ ଦେଇଛନ୍ତି । ଘଟଣା ପ୍ରକାଶ ସମ୍ପୃକ୍ତ ଅଭିଯୁକ୍ତମାନେ ମିଶି ଏକ ଯୁବକଙ୍କୁ ହତ୍ୟା କରିଥିଲେ । bbox=[10, 429, 148, 531]
pandal-plaque-welcome: WELCOME bbox=[454, 1698, 502, 1709]
wreath-icon-bottom: ❧❧❧ bbox=[61, 76, 89, 88]
masthead-middle bbox=[146, 8, 1131, 92]
lead-para-5: ଚୋରଟିଲେ । ଏହିପରି ସମସ୍ୟା ଖୋଲଣା ମଧ୍ୟପ୍ରଦେଶ ଗ୍ରାମରେ ବିଭିନ୍ନ ସମୟରେ ଦେଖାଯାଇଥିଲା । ଏକ ଥିବାକୁ ପ୍ରଧାନ ପ୍ରଶାସନ ଅଧିକାରୀ କହିଥିଲେ । ପାଇଥିବା ସୂଚନା ଅନୁଯାୟୀ ଏହି ଘଟଣାରେ ସ୍ଥାନୀୟ ଲୋକମାନେ ସହଯୋଗ କରିଥିଲେ । bbox=[473, 158, 649, 246]
parajanga-caption: ରାଜୀବପୋଡ଼ି, ଧୋବାବାଗଡ଼ା, ତୁଳସୀଝର, ସାପଣ୍ଡା ଗ୍ରାମରେ ପୋଡ଼ାପାଡ଼ି ଥିବା ୧୦ ଫୁଟର ଘାଇ । bbox=[1256, 306, 1467, 329]
aids-camp-para-5: ଶେଷରେ ଧନ୍ୟବାଦ ଅର୍ପଣ କରାଯାଇଥିଲା । bbox=[850, 993, 1018, 1006]
obituary-para-3: ତାଙ୍କ ମୃତ୍ୟୁରେ ଅଞ୍ଚଳରେ ଶୋକର ଛାୟା ଖେଳିଯାଇଛି । ବିଭିନ୍ନ ଅନୁଷ୍ଠାନ ତରଫରୁ ଶୋକ ପ୍ରକାଶ କରାଯାଇଛି । bbox=[10, 256, 296, 284]
hatya-three-para-5: ଏହା ବ୍ୟତୀତ ପ୍ରତ୍ୟେକ ଅଭିଯୁକ୍ତଙ୍କୁ ଦଶ ହଜାର ଟଙ୍କା ଜରିମାନା ମଧ୍ୟ କରାଯାଇଛି । bbox=[158, 568, 296, 611]
swatch-magenta-2 bbox=[1071, 1916, 1087, 1930]
saraswati-para-3: ବୈଠକରେ ଶିକ୍ଷକ, ଅଭିଭାବକ ତଥା ପରିଚାଳନା କମିଟିର ସଦସ୍ୟମାନେ ଯୋଗ ଦେଇଥିଲେ । bbox=[1257, 997, 1467, 1024]
biswakarma-meeting-para-4: ଶୋଭାଯାତ୍ରା ସମୟରେ ଯାନବାହନ ଚଳାଚଳ ନିୟନ୍ତ୍ରଣ ପାଇଁ ମଧ୍ୟ ବିଶେଷ ବ୍ୟବସ୍ଥା କରାଯିବ ବୋଲି ଜଣାଯାଇଛି । bbox=[158, 1026, 296, 1084]
dharana-para-4: ସେମାନଙ୍କ ଦାବି ମଧ୍ୟରେ ମାସିକ ଭତ୍ତା ବୃଦ୍ଧି, ନିୟମିତ ତାଲିମ ତଥା ବୀମା ସୁବିଧା ପ୍ରଦାନ ରହିଛି । bbox=[671, 1307, 841, 1350]
pandal-plaque bbox=[406, 1693, 550, 1727]
legal-aid-para-5: ଶେଷରେ ସମସ୍ତଙ୍କୁ ଧନ୍ୟବାଦ ଜ୍ଞାପନ କରାଯାଇଥିଲା । bbox=[1257, 833, 1467, 861]
swatch-gray-3 bbox=[58, 1916, 74, 1930]
aids-camp-para-1: ଅନୁଗୋଳ ଜିଲ୍ଲା ବିଦ୍ୟାଳୟରେ ଏଡ଼୍‌ସ ସମ୍ପର୍କିତ ଏକ ସଚେତନତା ଶିବିର ଅନୁଷ୍ଠିତ ହୋଇଯାଇଛି । ଶିବିରରେ ଛାତ୍ରଛାତ୍ରୀମାନେ ଯୋଗ ଦେଇଥିଲେ । bbox=[313, 978, 483, 1036]
